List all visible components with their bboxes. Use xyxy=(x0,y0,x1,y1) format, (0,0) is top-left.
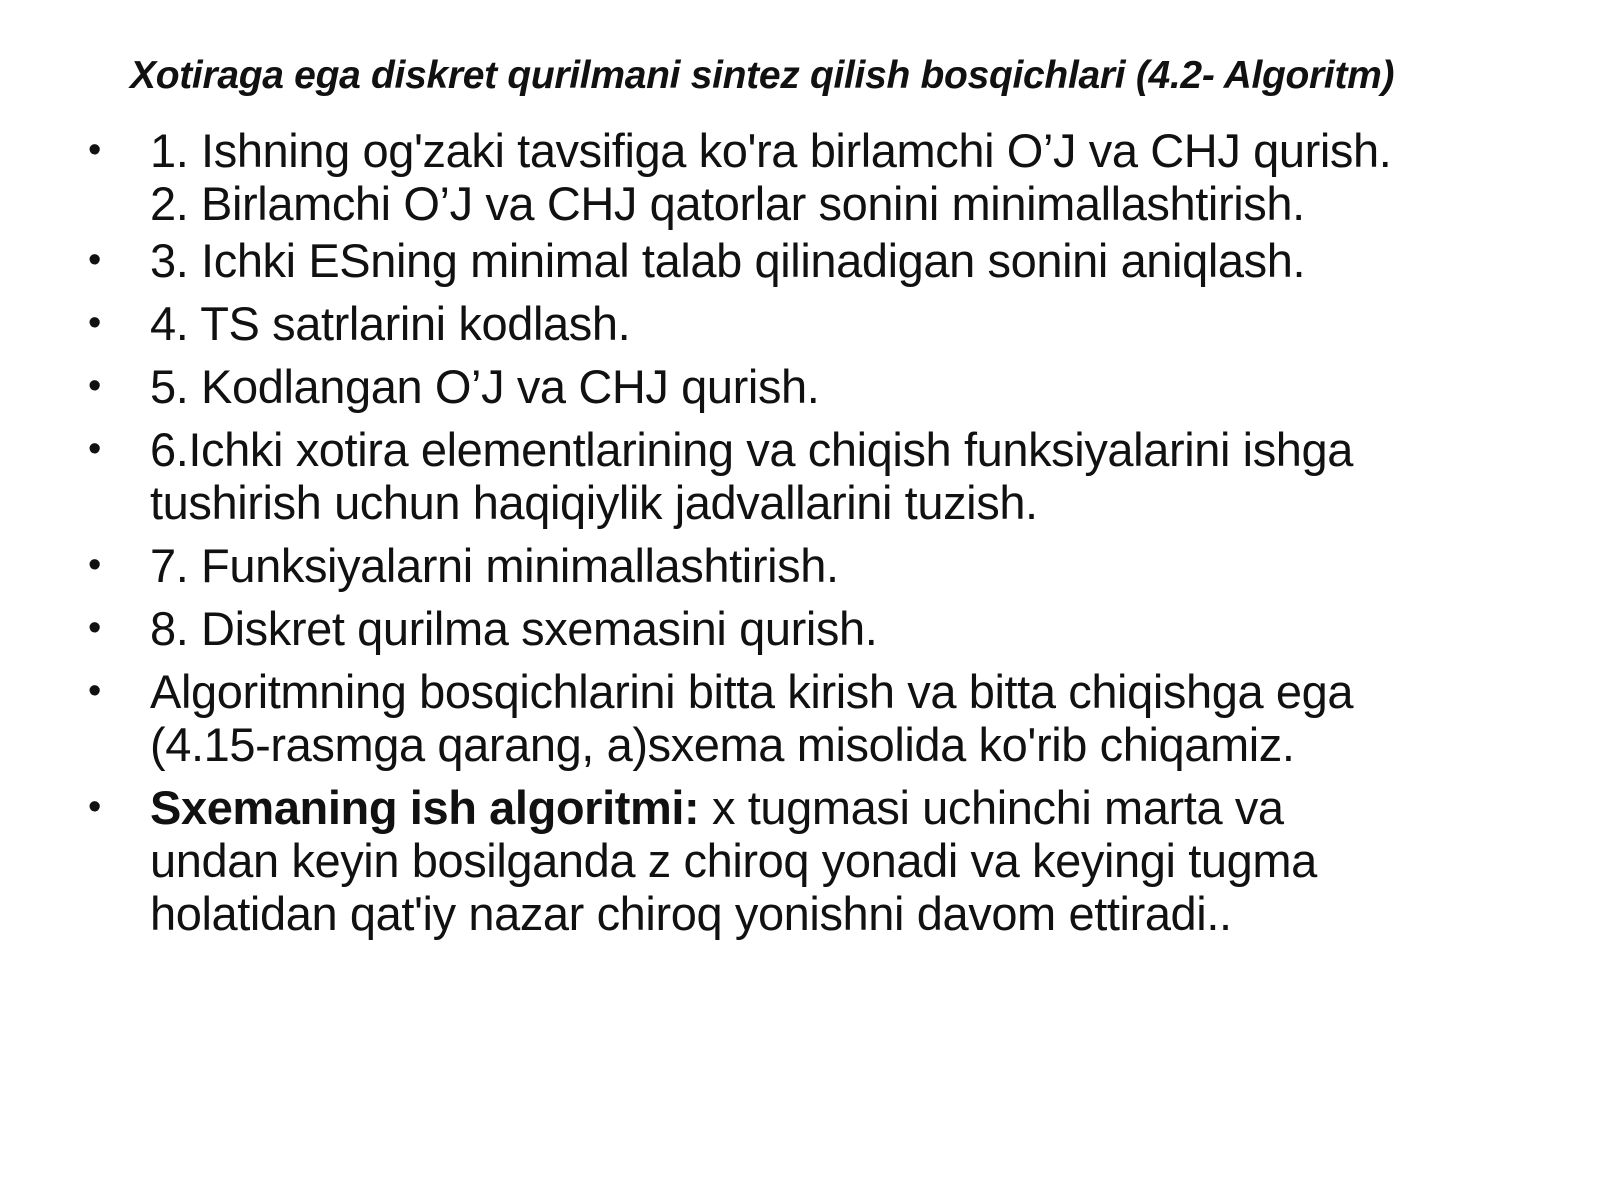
bullet-list xyxy=(88,124,1568,950)
list-item xyxy=(88,360,1568,413)
list-item-first-line xyxy=(150,781,1568,834)
list-item-text: Algoritmning bosqichlarini bitta kirish va bitta chiqishga ega xyxy=(150,665,1354,718)
list-item-text: 6.Ichki xotira elementlarining va chiqish funksiyalarini ishga xyxy=(150,423,1354,476)
list-item-text: 3. Ichki ESning minimal talab qilinadigan sonini aniqlash. xyxy=(150,234,1306,287)
bullet-icon: • xyxy=(88,607,101,649)
list-item-text: 5. Kodlangan O’J va CHJ qurish. xyxy=(150,360,820,413)
bold-prefix: Sxemaning ish algoritmi: xyxy=(150,781,700,834)
list-item xyxy=(88,423,1568,529)
bullet-icon: • xyxy=(88,544,101,586)
list-item xyxy=(88,234,1568,287)
list-item-text: 4. TS satrlarini kodlash. xyxy=(150,297,631,350)
list-item xyxy=(88,602,1568,655)
list-item-text: tushirish uchun haqiqiylik jadvallarini tuzish. xyxy=(150,476,1038,529)
list-item-text: 8. Diskret qurilma sxemasini qurish. xyxy=(150,602,878,655)
bullet-icon: • xyxy=(88,428,101,470)
list-item-text: 2. Birlamchi O’J va CHJ qatorlar sonini minimallashtirish. xyxy=(150,177,1305,230)
list-item-text: 7. Funksiyalarni minimallashtirish. xyxy=(150,539,839,592)
list-item xyxy=(88,539,1568,592)
bullet-icon: • xyxy=(88,302,101,344)
list-item-text: 1. Ishning og'zaki tavsifiga ko'ra birlamchi O’J va CHJ qurish. xyxy=(150,124,1392,177)
bullet-icon: • xyxy=(88,786,101,828)
list-item-text: x tugmasi uchinchi marta va xyxy=(699,781,1284,834)
list-item-text: (4.15-rasmga qarang, a)sxema misolida ko'rib chiqamiz. xyxy=(150,718,1295,771)
bullet-icon: • xyxy=(88,365,101,407)
bullet-icon: • xyxy=(88,670,101,712)
list-item xyxy=(88,665,1568,771)
list-item xyxy=(88,297,1568,350)
bullet-icon: • xyxy=(88,129,101,171)
list-item xyxy=(88,124,1568,230)
slide-title: Xotiraga ega diskret qurilmani sintez qilish bosqichlari (4.2- Algoritm) xyxy=(130,54,1395,97)
list-item-text: holatidan qat'iy nazar chiroq yonishni davom ettiradi.. xyxy=(150,887,1232,940)
bullet-icon: • xyxy=(88,239,101,281)
list-item xyxy=(88,781,1568,940)
list-item-text: undan keyin bosilganda z chiroq yonadi va keyingi tugma xyxy=(150,834,1317,887)
